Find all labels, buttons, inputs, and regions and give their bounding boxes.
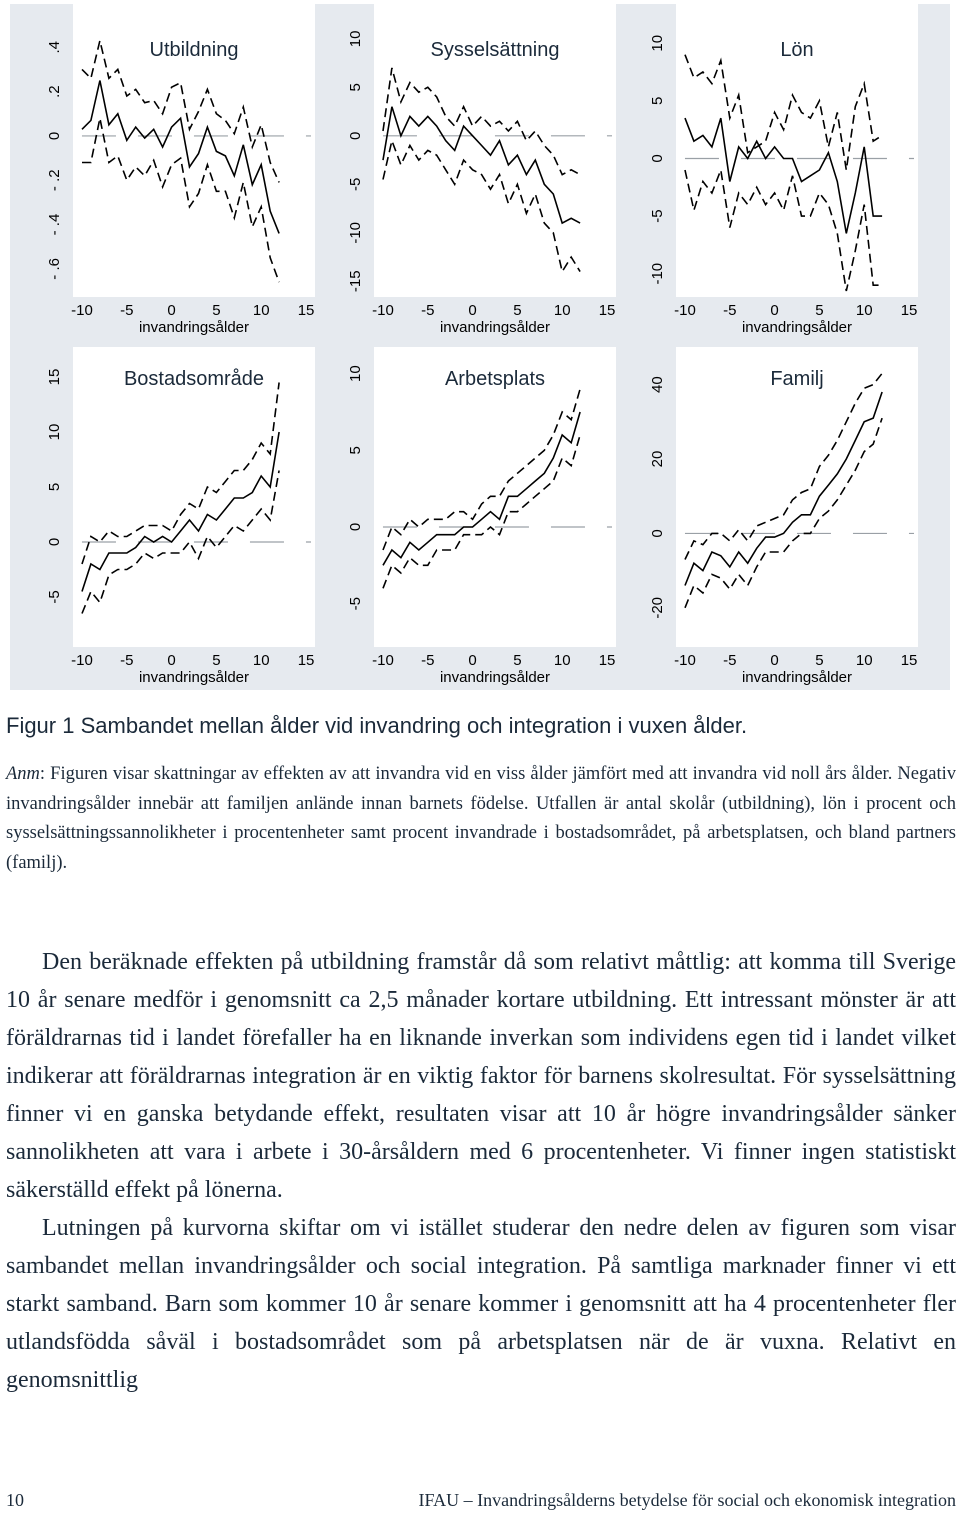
x-tick-label: 5 bbox=[212, 302, 221, 319]
y-tick-label: 20 bbox=[649, 450, 666, 468]
y-tick-label: 0 bbox=[46, 537, 63, 547]
x-tick-label: 10 bbox=[252, 302, 270, 319]
x-tick-label: -10 bbox=[372, 652, 394, 669]
x-tick-label: 10 bbox=[252, 652, 270, 669]
x-tick-label: 5 bbox=[815, 302, 824, 319]
y-tick-label: 5 bbox=[347, 446, 364, 455]
y-tick-label: 5 bbox=[347, 83, 364, 92]
page-footer bbox=[6, 1490, 956, 1516]
x-axis-label: invandringsålder bbox=[741, 669, 853, 686]
y-tick-label: 0 bbox=[649, 154, 666, 163]
y-tick-label: -10 bbox=[649, 262, 666, 285]
x-tick-label: -10 bbox=[71, 652, 93, 669]
y-tick-label: 10 bbox=[649, 34, 666, 52]
x-tick-label: 15 bbox=[900, 652, 918, 669]
x-axis-label: invandringsålder bbox=[439, 669, 551, 686]
y-tick-label: 0 bbox=[347, 522, 364, 532]
x-tick-label: 0 bbox=[468, 302, 477, 319]
x-axis-label: invandringsålder bbox=[138, 319, 250, 336]
x-tick-label: 5 bbox=[815, 652, 824, 669]
x-tick-label: 15 bbox=[297, 302, 315, 319]
y-tick-label: 15 bbox=[46, 368, 63, 386]
y-tick-label: 0 bbox=[347, 131, 364, 141]
y-tick-label: .2 bbox=[46, 85, 63, 98]
x-tick-label: 15 bbox=[900, 302, 918, 319]
x-tick-label: 0 bbox=[770, 302, 779, 319]
x-tick-label: 10 bbox=[855, 652, 873, 669]
panel-title: Bostadsområde bbox=[123, 368, 265, 390]
figure-panel-grid bbox=[10, 4, 950, 690]
x-tick-label: -5 bbox=[723, 302, 737, 319]
figure-caption-title: Figur 1 Sambandet mellan ålder vid invandring och integration i vuxen ålder. bbox=[6, 713, 748, 738]
x-tick-label: 0 bbox=[468, 652, 477, 669]
x-axis-label: invandringsålder bbox=[138, 669, 250, 686]
plot-area bbox=[73, 347, 315, 647]
y-tick-label: 10 bbox=[347, 365, 364, 383]
panel-title: Utbildning bbox=[149, 39, 239, 61]
chart-panel bbox=[347, 347, 616, 686]
panel-title: Familj bbox=[770, 368, 824, 390]
x-tick-label: -5 bbox=[723, 652, 737, 669]
y-tick-label: 0 bbox=[649, 529, 666, 538]
y-tick-label: -5 bbox=[46, 590, 63, 604]
y-tick-label: .4 bbox=[46, 41, 63, 54]
y-tick-label: -5 bbox=[347, 596, 364, 611]
paragraph: Den beräknade effekten på utbildning framstår då som relativt måttlig: att komma till Sverige 10 år senare medför i genomsnitt ca 2,5 månader kortare utbildning. Ett intressant mönster är att föräldrarnas tid i landet förefaller ha en liknande inverkan som individens egen tid i landet vilket indikerar att föräldrarnas integration är en viktig faktor för barnens skolresultat. För sysselsättning finner vi en ganska betydande effekt, resultaten visar att 10 år högre invandringsålder sänker sannolikheten att vara i arbete i 30-årsåldern med 6 procentenheter. Vi finner ingen statistiskt säkerställd effekt på lönerna. bbox=[6, 949, 956, 1203]
x-tick-label: -5 bbox=[120, 652, 134, 669]
figure-note bbox=[6, 760, 956, 878]
chart-panel bbox=[46, 347, 315, 686]
x-tick-label: 0 bbox=[167, 302, 176, 319]
y-tick-label: - .2 bbox=[46, 169, 63, 192]
x-axis-label: invandringsålder bbox=[439, 319, 551, 336]
figure-svg bbox=[10, 4, 950, 690]
paragraph: Lutningen på kurvorna skiftar om vi istället studerar den nedre delen av figuren som visar sambandet mellan invandringsålder och social integration. På samtliga marknader finner vi ett starkt samband. Barn som kommer 10 år senare kommer i genomsnitt att ha 4 procentenheter fler utlandsfödda såväl i bostadsområdet som på arbetsplatsen när de är vuxna. Relativt en genomsnittlig bbox=[6, 1215, 956, 1393]
chart-panel bbox=[347, 4, 616, 336]
footer-series-title: IFAU – Invandringsålderns betydelse för social och ekonomisk integration bbox=[418, 1490, 956, 1510]
chart-panel bbox=[46, 4, 315, 336]
x-tick-label: 0 bbox=[167, 652, 176, 669]
chart-panel bbox=[649, 4, 918, 336]
y-tick-label: 0 bbox=[46, 131, 63, 141]
x-tick-label: 15 bbox=[297, 652, 315, 669]
x-tick-label: -5 bbox=[120, 302, 134, 319]
y-tick-label: -5 bbox=[649, 209, 666, 223]
y-tick-label: 40 bbox=[649, 376, 666, 393]
x-tick-label: 0 bbox=[770, 652, 779, 669]
panel-title: Sysselsättning bbox=[430, 39, 560, 61]
x-tick-label: -5 bbox=[421, 652, 435, 669]
x-tick-label: -5 bbox=[421, 302, 435, 319]
x-tick-label: 5 bbox=[513, 302, 522, 319]
x-tick-label: 5 bbox=[513, 652, 522, 669]
x-tick-label: 10 bbox=[553, 302, 571, 319]
chart-panel bbox=[649, 347, 918, 686]
note-label: Anm bbox=[6, 764, 40, 784]
page-number: 10 bbox=[6, 1490, 24, 1510]
x-tick-label: 5 bbox=[212, 652, 221, 669]
x-tick-label: 10 bbox=[855, 302, 873, 319]
note-text: : Figuren visar skattningar av effekten av att invandra vid en viss ålder jämfört med att invandra vid noll års ålder. Negativ invandringsålder innebär att familjen anlände innan barnets födelse. Utfallen är antal skolår (utbildning), lön i procent och sysselsättningssannolikheter i procentenheter samt procent invandrade i bostadsområdet, på arbetsplatsen, och bland partners (familj). bbox=[6, 764, 956, 873]
panel-title: Arbetsplats bbox=[444, 368, 546, 390]
x-tick-label: -10 bbox=[674, 652, 696, 669]
y-tick-label: 10 bbox=[46, 423, 63, 441]
body-text bbox=[6, 943, 956, 1399]
y-tick-label: 5 bbox=[649, 96, 666, 106]
x-tick-label: 10 bbox=[553, 652, 571, 669]
y-tick-label: -10 bbox=[347, 221, 364, 244]
x-tick-label: -10 bbox=[372, 302, 394, 319]
y-tick-label: 10 bbox=[347, 30, 364, 48]
y-tick-label: - .4 bbox=[46, 213, 63, 236]
x-tick-label: 15 bbox=[598, 652, 616, 669]
y-tick-label: 5 bbox=[46, 482, 63, 492]
x-tick-label: -10 bbox=[674, 302, 696, 319]
panel-title: Lön bbox=[780, 39, 814, 61]
y-tick-label: -20 bbox=[649, 596, 666, 619]
y-tick-label: - .6 bbox=[46, 258, 63, 280]
x-tick-label: -10 bbox=[71, 302, 93, 319]
y-tick-label: -15 bbox=[347, 270, 364, 293]
x-axis-label: invandringsålder bbox=[741, 319, 853, 336]
y-tick-label: -5 bbox=[347, 177, 364, 191]
x-tick-label: 15 bbox=[598, 302, 616, 319]
